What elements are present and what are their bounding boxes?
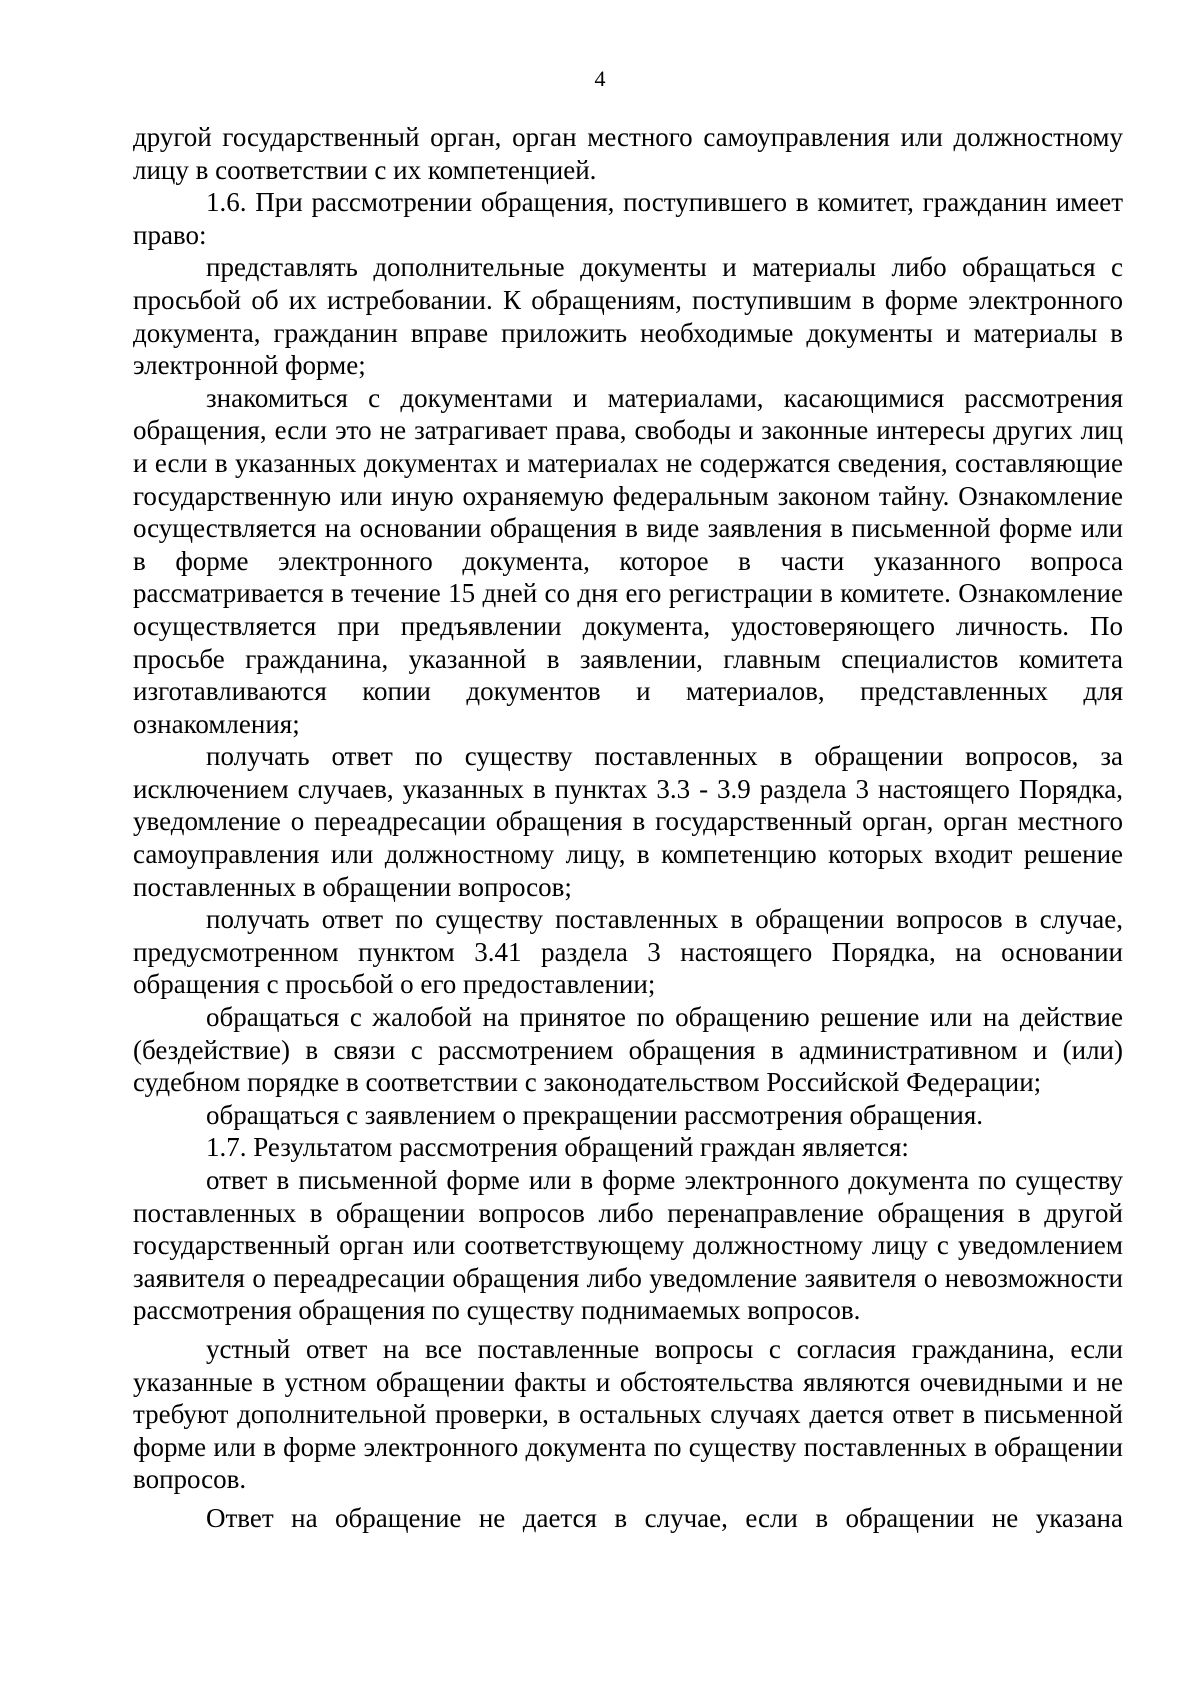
paragraph: знакомиться с документами и материалами, касающимися рассмотрения обращения, если это не затрагивает права, свободы и законные интересы других лиц и если в указанных документах и материалах не содержатся сведения, составляющие государственную или иную охраняемую федеральным законом тайну. Ознакомление осуществляется на основании обращения в виде заявления в письменной форме или в форме электронного документа, которое в части указанного вопроса рассматривается в течение 15 дней со дня его регистрации в комитете. Ознакомление осуществляется при предъявлении документа, удостоверяющего личность. По просьбе гражданина, указанной в заявлении, главным специалистов комитета изготавливаются копии документов и материалов, представленных для ознакомления; (133, 382, 1123, 739)
paragraph: устный ответ на все поставленные вопросы с согласия гражданина, если указанные в устном обращении факты и обстоятельства являются очевидными и не требуют дополнительной проверки, в остальных случаях дается ответ в письменной форме или в форме электронного документа по существу поставленных в обращении вопросов. (133, 1333, 1123, 1495)
paragraph: ответ в письменной форме или в форме электронного документа по существу поставленных в обращении вопросов либо перенаправление обращения в другой государственный орган или соответствующему должностному лицу с уведомлением заявителя о переадресации обращения либо уведомление заявителя о невозможности рассмотрения обращения по существу поднимаемых вопросов. (133, 1165, 1123, 1326)
document-body (133, 121, 1123, 1535)
paragraph: 1.6. При рассмотрении обращения, поступившего в комитет, гражданин имеет право: (133, 187, 1123, 250)
page-number: 4 (594, 66, 606, 91)
paragraph: получать ответ по существу поставленных в обращении вопросов, за исключением случаев, указанных в пунктах 3.3 - 3.9 раздела 3 настоящего Порядка, уведомление о переадресации обращения в государственный орган, орган местного самоуправления или должностному лицу, в компетенцию которых входит решение поставленных в обращении вопросов; (133, 741, 1123, 902)
paragraph: обращаться с жалобой на принятое по обращению решение или на действие (бездействие) в связи с рассмотрением обращения в административном и (или) судебном порядке в соответствии с законодательством Российской Федерации; (133, 1002, 1123, 1098)
paragraph: получать ответ по существу поставленных в обращении вопросов в случае, предусмотренном пунктом 3.41 раздела 3 настоящего Порядка, на основании обращения с просьбой о его предоставлении; (133, 904, 1123, 1000)
paragraph: обращаться с заявлением о прекращении рассмотрения обращения. (206, 1099, 984, 1130)
paragraph: 1.7. Результатом рассмотрения обращений граждан является: (206, 1132, 909, 1163)
paragraph: Ответ на обращение не дается в случае, если в обращении не указана (206, 1502, 1123, 1533)
paragraph: другой государственный орган, орган местного самоуправления или должностному лицу в соответствии с их компетенцией. (133, 122, 1123, 185)
paragraph: представлять дополнительные документы и материалы либо обращаться с просьбой об их истребовании. К обращениям, поступившим в форме электронного документа, гражданин вправе приложить необходимые документы и материалы в электронной форме; (133, 252, 1123, 381)
